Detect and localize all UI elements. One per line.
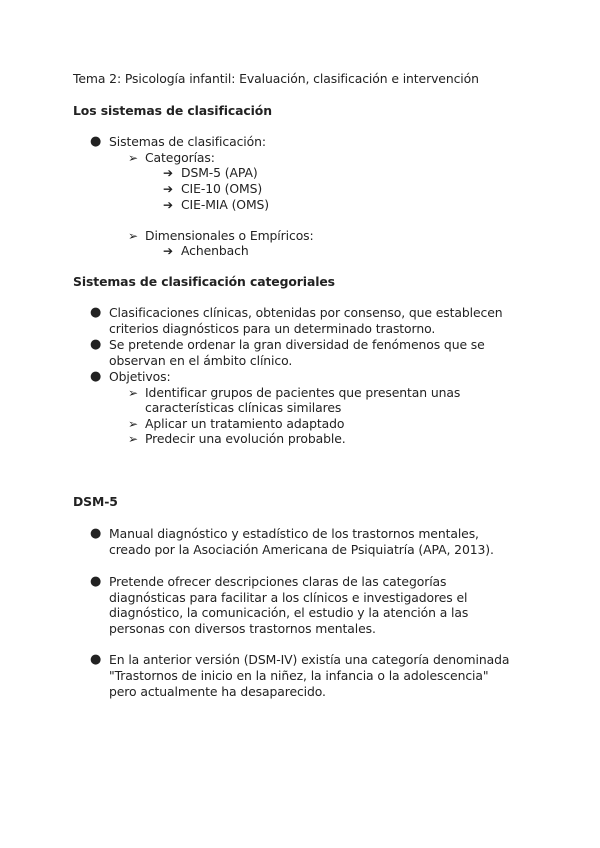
bullet-dot-icon: ● [90, 526, 102, 541]
bullet-dot-icon: ● [90, 574, 102, 589]
list-item: características clínicas similares [145, 400, 342, 415]
section-title-classification-systems: Los sistemas de clasificación [73, 103, 272, 118]
arrow-right-icon: ➔ [163, 182, 174, 196]
arrowhead-bullet-icon: ➢ [128, 151, 139, 165]
section-title-categorical-systems: Sistemas de clasificación categoriales [73, 274, 335, 289]
list-item: Manual diagnóstico y estadístico de los trastornos mentales, [109, 526, 479, 541]
arrow-right-icon: ➔ [163, 166, 174, 180]
list-item: creado por la Asociación Americana de Psiquiatría (APA, 2013). [109, 542, 494, 557]
arrowhead-bullet-icon: ➢ [128, 386, 139, 400]
list-item: observan en el ámbito clínico. [109, 353, 293, 368]
list-item: CIE-MIA (OMS) [181, 197, 270, 212]
list-item: criterios diagnósticos para un determinado trastorno. [109, 321, 436, 336]
list-item: diagnóstico, la comunicación, el estudio y la atención a las [109, 605, 469, 620]
list-item: "Trastornos de inicio en la niñez, la infancia o la adolescencia" [109, 668, 489, 683]
bullet-dot-icon: ● [90, 369, 102, 384]
bullet-dot-icon: ● [90, 134, 102, 149]
list-item: personas con diversos trastornos mentales. [109, 621, 376, 636]
bullet-dot-icon: ● [90, 305, 102, 320]
document-header: Tema 2: Psicología infantil: Evaluación, clasificación e intervención [73, 71, 479, 86]
arrowhead-bullet-icon: ➢ [128, 229, 139, 243]
list-item: pero actualmente ha desaparecido. [109, 684, 326, 699]
bullet-dot-icon: ● [90, 652, 102, 667]
list-item: Predecir una evolución probable. [145, 431, 346, 446]
list-item: Pretende ofrecer descripciones claras de las categorías [109, 574, 447, 589]
list-item: Dimensionales o Empíricos: [145, 228, 314, 243]
list-item: diagnósticas para facilitar a los clínicos e investigadores el [109, 590, 468, 605]
list-item: Sistemas de clasificación: [109, 134, 266, 149]
list-item: Achenbach [181, 243, 249, 258]
section-title-dsm5: DSM-5 [73, 494, 118, 509]
arrow-right-icon: ➔ [163, 244, 174, 258]
bullet-dot-icon: ● [90, 337, 102, 352]
list-item: Aplicar un tratamiento adaptado [145, 416, 345, 431]
arrow-right-icon: ➔ [163, 198, 174, 212]
list-item: DSM-5 (APA) [181, 165, 258, 180]
arrowhead-bullet-icon: ➢ [128, 432, 139, 446]
list-item: CIE-10 (OMS) [181, 181, 263, 196]
list-item: Identificar grupos de pacientes que presentan unas [145, 385, 461, 400]
list-item: Objetivos: [109, 369, 171, 384]
list-item: Se pretende ordenar la gran diversidad de fenómenos que se [109, 337, 485, 352]
list-item: Categorías: [145, 150, 215, 165]
list-item: Clasificaciones clínicas, obtenidas por consenso, que establecen [109, 305, 503, 320]
arrowhead-bullet-icon: ➢ [128, 417, 139, 431]
list-item: En la anterior versión (DSM-IV) existía una categoría denominada [109, 652, 510, 667]
